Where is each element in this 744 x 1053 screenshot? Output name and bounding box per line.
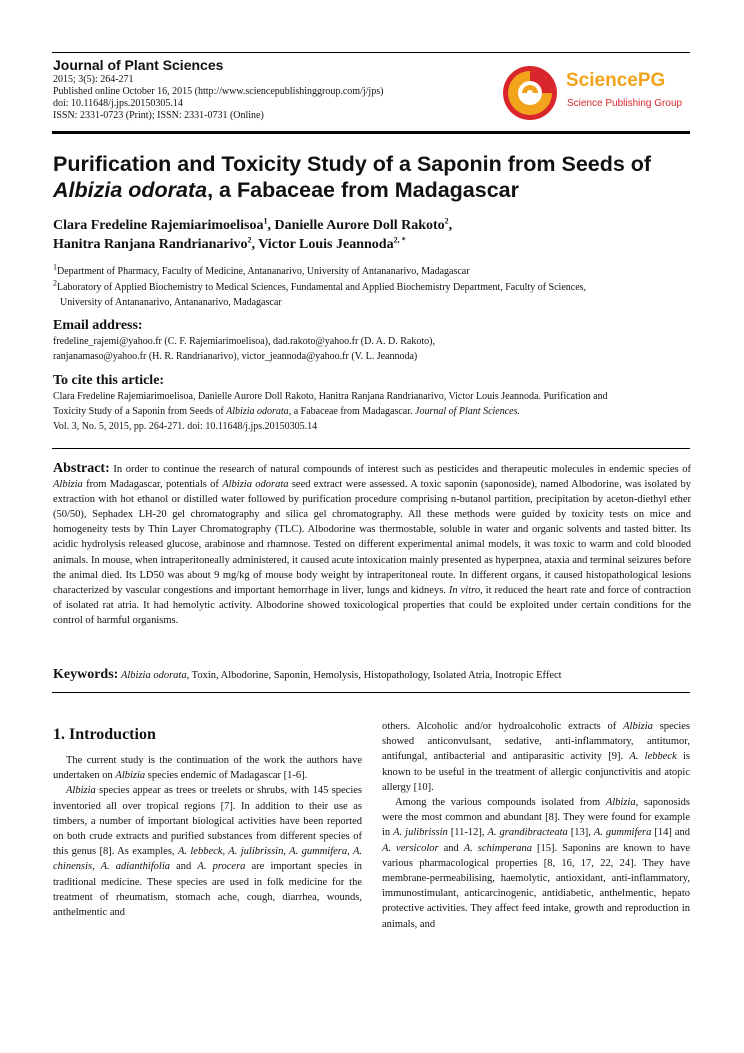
abstract-text-4: , it reduced the heart rate and force of contraction of isolated rat atria. It had hemolytic activity. Albodorine showed toxicological properties that could be exploited under certain conditions for the control of harmful organisms. bbox=[53, 584, 691, 626]
intro-right-column bbox=[382, 719, 690, 932]
intro-p1-italic: Albizia bbox=[115, 770, 146, 782]
intro-paragraph-2 bbox=[53, 783, 362, 920]
cite-line2-a: Toxicity Study of a Saponin from Seeds of bbox=[53, 406, 227, 417]
abstract-label: Abstract: bbox=[53, 461, 110, 476]
keywords-list: , Toxin, Albodorine, Saponin, Hemolysis, Histopathology, Isolated Atria, Inotropic Effect bbox=[186, 670, 562, 681]
affiliation-1-sup: 1 bbox=[53, 262, 57, 272]
intro-r2-e: [14] and bbox=[651, 827, 691, 839]
intro-paragraph-3 bbox=[382, 719, 690, 795]
abstract-text-2: from Madagascar, potentials of bbox=[82, 479, 223, 491]
abstract-text-3: seed extract were assessed. A toxic saponin (saponoside), named Albodorine, was isolated by extraction with hot ethanol or distilled water followed by purification procedure comprising n-butanol partition, precipitation by aceton-diethyl ether (50/50), Sephadex LH-20 gel chromatography and silica gel chromatography. All these methods were guided by toxicity tests on mice and homogeneity tests by Thin Layer Chromatography (TLC). Albodorine was thermostable, soluble in water and organic solvents and tasted bitter. Its acidic hydrolysis released glucose, arabinose and rhamnose. Tested on different experimental animal models, it was toxic to warm and cold blooded animals. In mouse, when intraperitoneally administered, it caused acute intoxication mainly presented as hyperpnea, ataxia and terminal seizures before the animal died. Its LD50 was about 9 mg/kg of mouse body weight by intraperitoneal route. In different organs, it caused histopathological lesions characterized by vascular congestions and important hemorrhage in liver, lungs and kidneys. bbox=[53, 479, 691, 596]
authors-line2 bbox=[53, 236, 406, 254]
affiliation-1-text: Department of Pharmacy, Faculty of Medicine, Antananarivo, University of Antananarivo, Madagascar bbox=[57, 266, 470, 277]
intro-r1-italic: Albizia bbox=[623, 721, 653, 732]
intro-r2-italic-2: A. julibrissin bbox=[393, 827, 448, 839]
affiliation-2-text: Laboratory of Applied Biochemistry to Medical Sciences, Fundamental and Applied Biochemistry Department, Faculty of Sciences, bbox=[57, 282, 587, 293]
cite-line1: Clara Fredeline Rajemiarimoelisoa, Danielle Aurore Doll Rakoto, Hanitra Ranjana Randrianarivo, Victor Louis Jeannoda. Purification and bbox=[53, 391, 608, 402]
logo-name: SciencePG bbox=[566, 70, 666, 91]
published-line[interactable]: Published online October 16, 2015 (http://www.sciencepublishinggroup.com/j/jps) bbox=[53, 86, 384, 97]
author-1-sup: 1 bbox=[263, 216, 268, 226]
intro-p1-b: species endemic of Madagascar [1-6]. bbox=[145, 770, 308, 782]
affiliation-1 bbox=[53, 264, 470, 279]
title-line1: Purification and Toxicity Study of a Saponin from Seeds of bbox=[53, 152, 652, 176]
abstract bbox=[53, 461, 691, 628]
abstract-bottom-rule bbox=[52, 692, 690, 693]
author-2-end: , bbox=[448, 218, 453, 233]
cite-species: Albizia odorata bbox=[226, 406, 289, 417]
intro-r2-italic: Albizia bbox=[605, 797, 636, 809]
email-line1[interactable]: fredeline_rajemi@yahoo.fr (C. F. Rajemiarimoelisoa), dad.rakoto@yahoo.fr (D. A. D. Rakoto), bbox=[53, 336, 435, 347]
affiliation-2 bbox=[53, 280, 586, 295]
intro-paragraph-4 bbox=[382, 795, 690, 932]
intro-r2-f: and bbox=[438, 842, 464, 854]
author-3-sup: 2 bbox=[247, 235, 252, 245]
intro-r2-d: [13], bbox=[567, 827, 594, 839]
keywords-species: Albizia odorata bbox=[120, 670, 187, 681]
cite-line3: Vol. 3, No. 5, 2015, pp. 264-271. doi: 10.11648/j.jps.20150305.14 bbox=[53, 421, 318, 432]
intro-r1-italic-2: A. lebbeck bbox=[629, 751, 677, 763]
cite-line2-b: , a Fabaceae from Madagascar. bbox=[288, 406, 416, 417]
intro-r1-a: others. Alcoholic and/or hydroalcoholic extracts of bbox=[382, 721, 624, 732]
citation-line: 2015; 3(5): 264-271 bbox=[53, 74, 134, 85]
email-heading: Email address: bbox=[53, 318, 143, 333]
affiliation-2-sup: 2 bbox=[53, 278, 57, 288]
keywords-label: Keywords: bbox=[53, 667, 119, 682]
intro-r2-a: Among the various compounds isolated from bbox=[395, 797, 606, 809]
intro-p2-b: and bbox=[170, 861, 198, 873]
intro-r1-c: is known to be useful in the treatment of allergic conjunctivitis and atopic allergy [10]. bbox=[382, 751, 690, 793]
intro-r2-italic-5: A. versicolor bbox=[382, 842, 439, 854]
authors-line1 bbox=[53, 217, 452, 235]
intro-p2-italic-2: A. lebbeck, A. julibrissin, A. gummifera, A. chinensis, A. adianthifolia bbox=[53, 846, 362, 873]
paper-title bbox=[53, 151, 693, 203]
affiliation-2-cont: University of Antananarivo, Antananarivo, Madagascar bbox=[60, 297, 282, 308]
intro-r2-italic-6: A. schimperana bbox=[463, 842, 533, 854]
intro-p2-italic: Albizia bbox=[66, 785, 96, 797]
title-line2: , a Fabaceae from Madagascar bbox=[207, 178, 520, 202]
author-2: , Danielle Aurore Doll Rakoto bbox=[267, 218, 445, 233]
intro-p2-a: species appear as trees or treelets or shrubs, with 145 species inventoried all over tropical regions [7]. In addition to their use as timbers, a number of important biological activities have been reported on both crude extracts and purified substances from different species of this genus [8]. As examples, bbox=[53, 785, 362, 858]
cite-line2 bbox=[53, 404, 520, 419]
cite-journal: Journal of Plant Sciences. bbox=[415, 406, 520, 417]
intro-p1-a: The current study is the continuation of the work the authors have undertaken on bbox=[53, 755, 362, 782]
abstract-top-rule bbox=[52, 448, 690, 449]
intro-r2-italic-3: A. grandibracteata bbox=[487, 827, 568, 839]
email-line2[interactable]: ranjanamaso@yahoo.fr (H. R. Randrianarivo), victor_jeannoda@yahoo.fr (V. L. Jeannoda) bbox=[53, 351, 418, 362]
abstract-italic-2: Albizia odorata bbox=[222, 479, 289, 491]
intro-heading: 1. Introduction bbox=[53, 726, 156, 743]
author-2-sup: 2 bbox=[444, 216, 449, 226]
title-species: Albizia odorata bbox=[53, 178, 208, 202]
intro-p2-italic-3: A. procera bbox=[197, 861, 246, 873]
intro-r2-c: [11-12], bbox=[447, 827, 488, 839]
logo-swirl-icon bbox=[500, 62, 562, 124]
intro-r2-b: , saponosids were the most common and abundant [8]. They were found for example in bbox=[382, 797, 690, 839]
sciencepg-logo[interactable] bbox=[500, 62, 692, 122]
journal-title: Journal of Plant Sciences bbox=[53, 57, 224, 73]
abstract-italic-3: In vitro bbox=[448, 584, 481, 596]
intro-r2-italic-4: A. gummifera bbox=[593, 827, 652, 839]
author-4: , Victor Louis Jeannoda bbox=[251, 237, 394, 252]
author-3: Hanitra Ranjana Randrianarivo bbox=[53, 237, 248, 252]
author-4-sup: 2, * bbox=[393, 235, 406, 245]
author-1: Clara Fredeline Rajemiarimoelisoa bbox=[53, 218, 264, 233]
header-bottom-rule bbox=[52, 131, 690, 134]
intro-paragraph-1 bbox=[53, 753, 362, 783]
abstract-text-1: In order to continue the research of natural compounds of interest such as pesticides and therapeutic molecules in endemic species of bbox=[109, 464, 691, 475]
doi-line: doi: 10.11648/j.jps.20150305.14 bbox=[53, 98, 183, 109]
keywords bbox=[53, 667, 691, 683]
header-top-rule bbox=[52, 52, 690, 53]
cite-heading: To cite this article: bbox=[53, 373, 165, 388]
abstract-italic-1: Albizia bbox=[53, 479, 83, 491]
intro-r1-b: species showed anticonvulsant, sedative, anti-inflammatory, antitumor, antifungal, antibacterial and antiparasitic activity [9]. bbox=[382, 721, 690, 763]
intro-p2-c: are important species in traditional medicine. These species are used in folk medicine for the treatment of rheumatism, stomach ache, cough, diarrhea, wounds, anthelmentic and bbox=[53, 861, 362, 919]
logo-subtitle: Science Publishing Group bbox=[567, 98, 683, 109]
intro-r2-g: [15]. Saponins are known to have various pharmacological properties [8, 16, 17, 22, 24]. They have membrane-permeabilising, haemolytic, antioxidant, anti-inflammatory, immunostimulant, anticarcinogenic, antidiabetic, anthelmentic, hepato protective activities. They affect feed intake, growth and reproduction in animals, and bbox=[382, 842, 690, 930]
intro-left-column bbox=[53, 753, 362, 920]
issn-line: ISSN: 2331-0723 (Print); ISSN: 2331-0731 (Online) bbox=[53, 110, 264, 121]
